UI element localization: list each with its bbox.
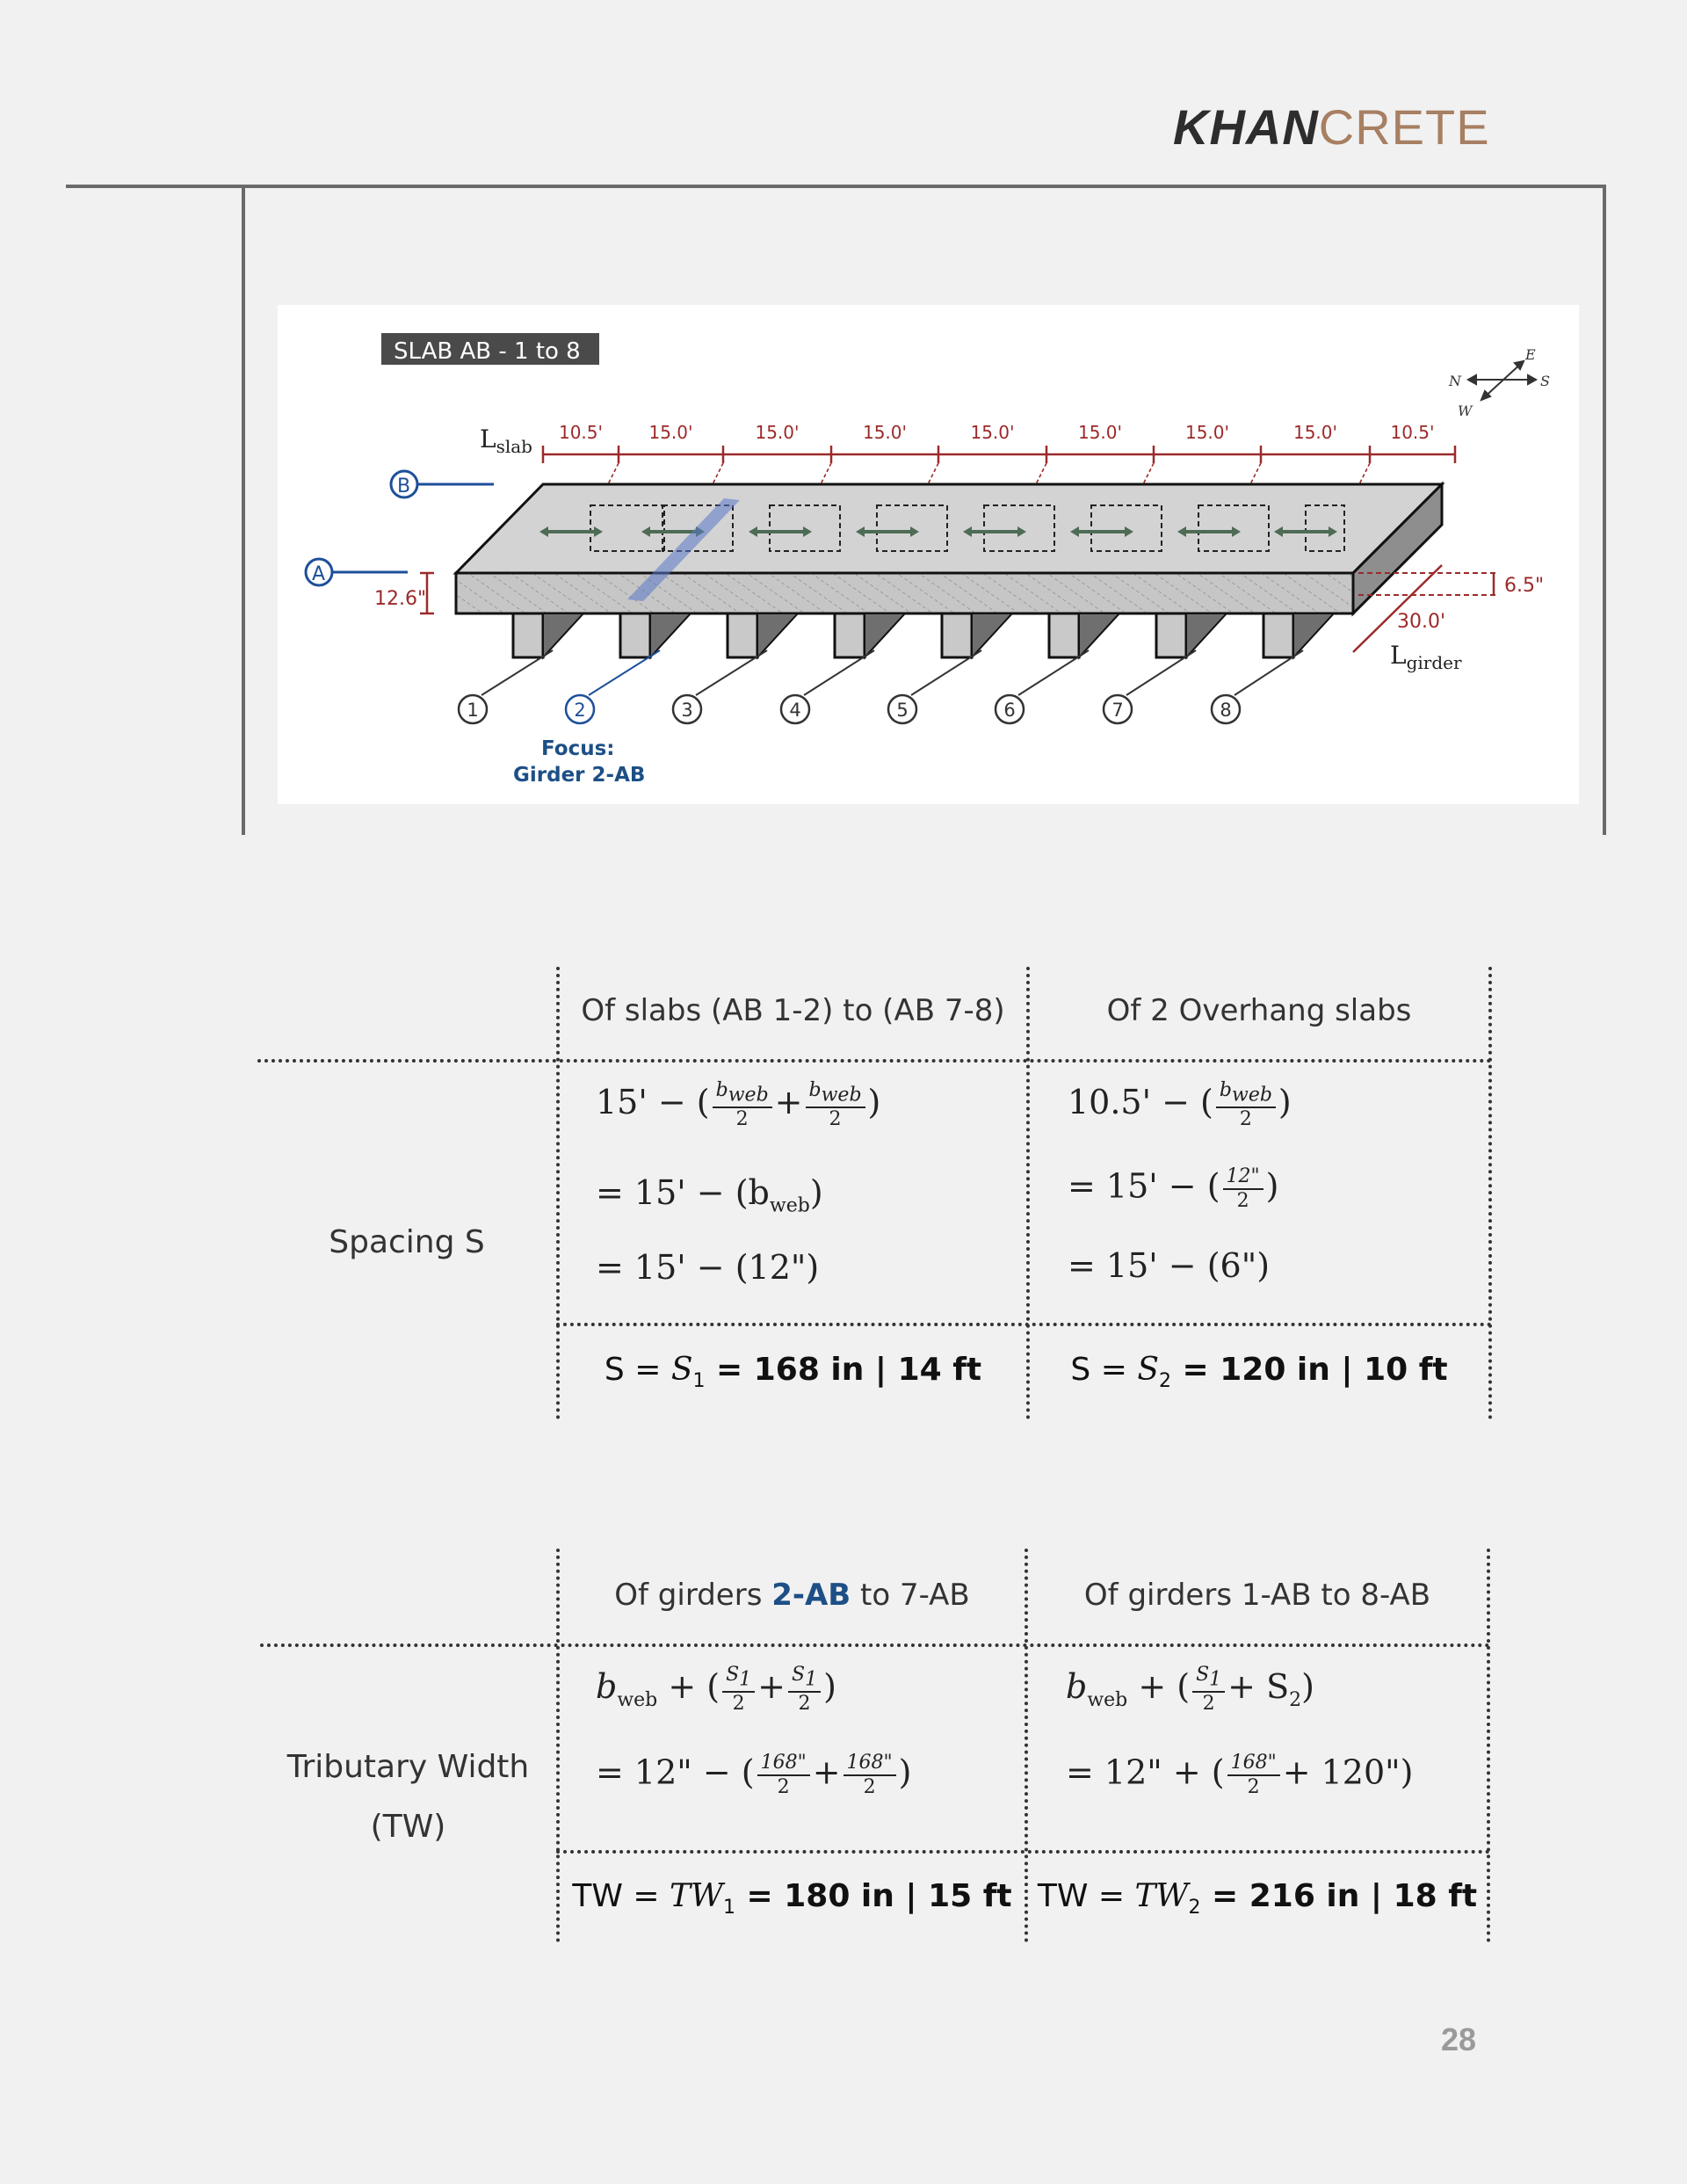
frame-right-rule [1603,185,1606,835]
compass-n: N [1449,373,1461,389]
girder-web-side [1293,613,1334,657]
girder-web-side [865,613,905,657]
t2-col1-result: TW = $TW_1 = 180$ in | 15 ft [572,1878,1012,1919]
t2-divider-3 [1487,1549,1490,1942]
t1-col2-result: $S = S_2 = 120$ in | 10 ft [1070,1352,1448,1393]
brand-logo [1173,98,1490,156]
line-b-label: B [397,475,411,497]
t1-col2-line1: 10.5' − ( $\frac{b_{web}}{2}$ ) [1068,1079,1292,1131]
t1-col2-header: Of 2 Overhang slabs [1106,993,1412,1028]
t1-col2-line3: = 15' − (6") [1068,1246,1271,1285]
compass-s: S [1540,373,1550,389]
girder-web-front [620,613,650,657]
girder-web-side [543,613,583,657]
span-label: 10.5' [1390,422,1435,443]
t1-col1-line1: 15' − ( $\frac{b_{web}}{2}$ + $\frac{b_{web}}{2}$ ) [596,1079,881,1131]
t1-col1-line3: = 15' − (12") [596,1248,820,1287]
girder-web-side [650,613,691,657]
girder-callouts [459,650,1303,723]
line-a-label: A [312,563,326,585]
girder-length-label: 30.0' [1397,611,1446,633]
slab-top-face [456,484,1442,573]
t2-row-label-1: Tributary Width [286,1749,530,1785]
l-slab-label: $L_{slab}$ [480,424,532,457]
focus-label-2: Girder 2-AB [513,764,646,787]
span-label: 10.5' [558,422,604,443]
t1-row-label: Spacing S [329,1224,485,1260]
t2-col2-line2: = 12" + ( $\frac{168"}{2}$ + 120") [1066,1752,1414,1798]
girder-web-front [1049,613,1079,657]
girder-callout-number: 6 [1003,700,1016,721]
girder-web-front [1263,613,1293,657]
t2-col1-header: Of girders 2-AB to 7-AB [614,1578,970,1613]
t2-col1-line2: = 12" − ( $\frac{168"}{2}$ + $\frac{168"}{2}$ ) [596,1752,912,1798]
t1-result-rule [556,1323,1492,1326]
girder-web-side [1079,613,1119,657]
span-label: 15.0' [1184,422,1230,443]
compass-icon [1468,361,1536,400]
girder-callout-number: 3 [681,700,693,721]
girder-web-side [972,613,1012,657]
t1-col1-line2: = $15' - (b_{web})$ [596,1173,823,1217]
header-rule [66,185,1606,188]
depth-label: 12.6" [374,588,427,610]
girder-callout-number: 4 [789,700,801,721]
span-label: 15.0' [755,422,800,443]
t2-header-rule [260,1643,1490,1647]
t1-col1-header: Of slabs (AB 1-2) to (AB 7-8) [581,993,1005,1028]
girder-web-front [513,613,543,657]
t2-result-rule [556,1850,1490,1854]
compass-e: E [1525,346,1536,363]
t2-col2-header: Of girders 1-AB to 8-AB [1083,1578,1431,1613]
girder-webs [513,613,1334,657]
t1-header-rule [257,1059,1492,1063]
logo-light-text: CRETE [1318,99,1490,155]
girder-web-front [835,613,865,657]
frame-left-rule [242,185,245,835]
t2-col2-result: TW = $TW_2 = 216$ in | 18 ft [1037,1878,1478,1919]
l-girder-label: $L_{girder}$ [1390,641,1462,673]
focus-label-1: Focus: [541,737,615,760]
girder-web-front [1156,613,1186,657]
girder-callout-number: 5 [896,700,909,721]
t2-col1-line1: $b_{web}$ + ( $\frac{S_1}{2}$ + $\frac{S_1}{2}$ ) [596,1664,836,1716]
slab-thickness-label: 6.5" [1504,575,1545,597]
t2-col2-line1: $b_{web}$ + ( $\frac{S_1}{2}$ + $S_2$) [1066,1664,1314,1716]
span-label: 15.0' [862,422,908,443]
compass-w: W [1458,403,1473,419]
slab-girder-diagram [278,305,1579,804]
girder-web-front [942,613,972,657]
t1-col2-line2: = 15' − ( $\frac{12"}{2}$ ) [1068,1165,1279,1212]
t1-col1-result: $S = S_1 = 168$ in | 14 ft [604,1352,982,1393]
girder-web-side [1186,613,1227,657]
t1-divider-3 [1488,967,1492,1419]
girder-callout-number: 1 [467,700,479,721]
girder-web-front [728,613,757,657]
girder-callout-number: 7 [1111,700,1124,721]
span-label: 15.0' [970,422,1015,443]
girder-callout-number: 2 [574,700,586,721]
span-label: 15.0' [648,422,693,443]
girder-web-side [757,613,798,657]
span-label: 15.0' [1292,422,1338,443]
t2-row-label-2: (TW) [370,1809,446,1845]
span-label: 15.0' [1077,422,1123,443]
page-number: 28 [1441,2021,1477,2057]
diagram-title: SLAB AB - 1 to 8 [394,338,581,365]
girder-callout-number: 8 [1220,700,1232,721]
logo-bold-text: KHAN [1173,99,1319,155]
